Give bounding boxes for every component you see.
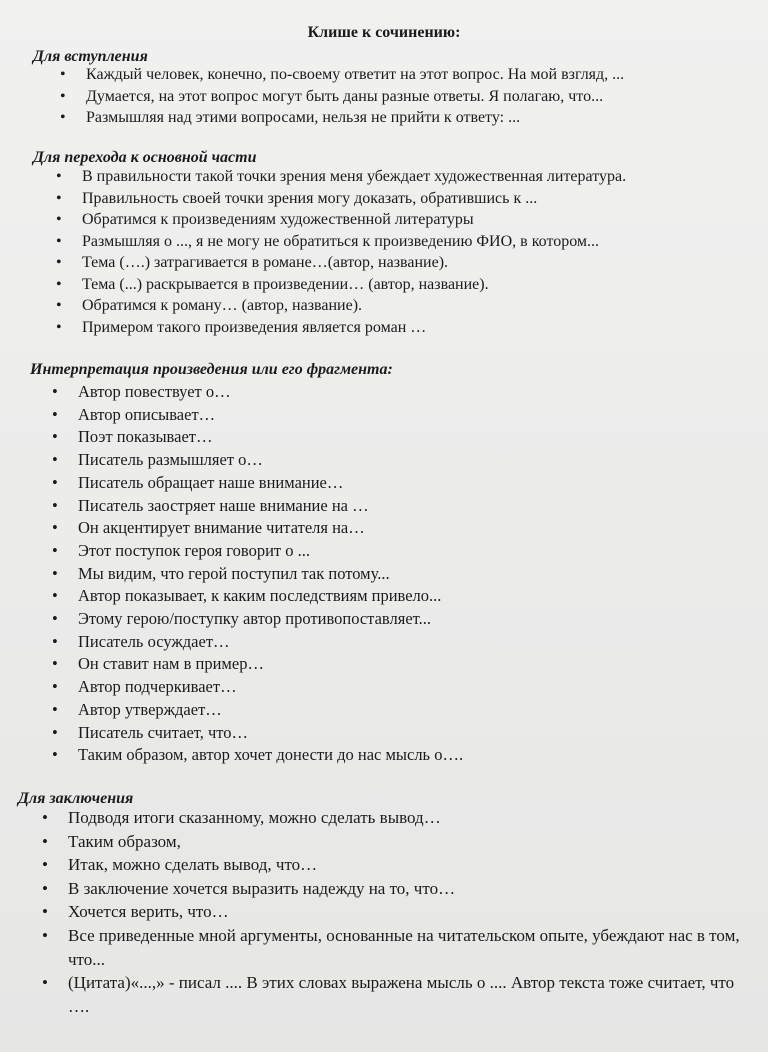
list-item: • Автор описывает… (52, 404, 463, 427)
list-item: • Он акцентирует внимание читателя на… (52, 517, 463, 540)
list-item: • Итак, можно сделать вывод, что… (42, 853, 758, 877)
list-item: • Таким образом, (42, 830, 758, 854)
introduction-list (60, 64, 624, 129)
list-item: • Правильность своей точки зрения могу доказать, обратившись к ... (56, 188, 626, 210)
list-item: • Этому герою/поступку автор противопоставляет... (52, 608, 463, 631)
list-item: • Тема (….) затрагивается в романе…(автор, название). (56, 252, 626, 274)
list-item: • Автор утверждает… (52, 699, 463, 722)
list-item: • В заключение хочется выразить надежду на то, что… (42, 877, 758, 901)
section-heading-conclusion: Для заключения (18, 790, 134, 807)
document-title: Клише к сочинению: (307, 24, 461, 41)
list-item: • Мы видим, что герой поступил так потому... (52, 563, 463, 586)
list-item: • (Цитата)«...,» - писал .... В этих словах выражена мысль о .... Автор текста тоже считает, что …. (42, 971, 758, 1018)
list-item: • Писатель размышляет о… (52, 449, 463, 472)
list-item: • Все приведенные мной аргументы, основанные на читательском опыте, убеждают нас в том, что... (42, 924, 758, 971)
list-item: • Писатель обращает наше внимание… (52, 472, 463, 495)
list-item: • Каждый человек, конечно, по-своему ответит на этот вопрос. На мой взгляд, ... (60, 64, 624, 86)
list-item: • Размышляя о ..., я не могу не обратиться к произведению ФИО, в котором... (56, 231, 626, 253)
section-heading-introduction: Для вступления (33, 48, 148, 65)
list-item: • Думается, на этот вопрос могут быть даны разные ответы. Я полагаю, что... (60, 86, 624, 108)
list-item: • Размышляя над этими вопросами, нельзя не прийти к ответу: ... (60, 107, 624, 129)
list-item: • Он ставит нам в пример… (52, 653, 463, 676)
list-item: • Этот поступок героя говорит о ... (52, 540, 463, 563)
list-item: • Писатель заостряет наше внимание на … (52, 495, 463, 518)
list-item: • Автор повествует о… (52, 381, 463, 404)
list-item: • Обратимся к роману… (автор, название). (56, 295, 626, 317)
list-item: • Подводя итоги сказанному, можно сделать вывод… (42, 806, 758, 830)
list-item: • В правильности такой точки зрения меня убеждает художественная литература. (56, 166, 626, 188)
section-heading-transition: Для перехода к основной части (33, 149, 257, 166)
list-item: • Таким образом, автор хочет донести до нас мысль о…. (52, 744, 463, 767)
section-heading-interpretation: Интерпретация произведения или его фрагмента: (30, 361, 393, 378)
transition-list (56, 166, 626, 338)
list-item: • Автор подчеркивает… (52, 676, 463, 699)
list-item: • Писатель считает, что… (52, 722, 463, 745)
list-item: • Поэт показывает… (52, 426, 463, 449)
list-item: • Тема (...) раскрывается в произведении… (автор, название). (56, 274, 626, 296)
list-item: • Автор показывает, к каким последствиям привело... (52, 585, 463, 608)
list-item: • Обратимся к произведениям художественной литературы (56, 209, 626, 231)
conclusion-list (42, 806, 758, 1018)
list-item: • Примером такого произведения является роман … (56, 317, 626, 339)
interpretation-list (52, 381, 463, 767)
list-item: • Хочется верить, что… (42, 900, 758, 924)
list-item: • Писатель осуждает… (52, 631, 463, 654)
